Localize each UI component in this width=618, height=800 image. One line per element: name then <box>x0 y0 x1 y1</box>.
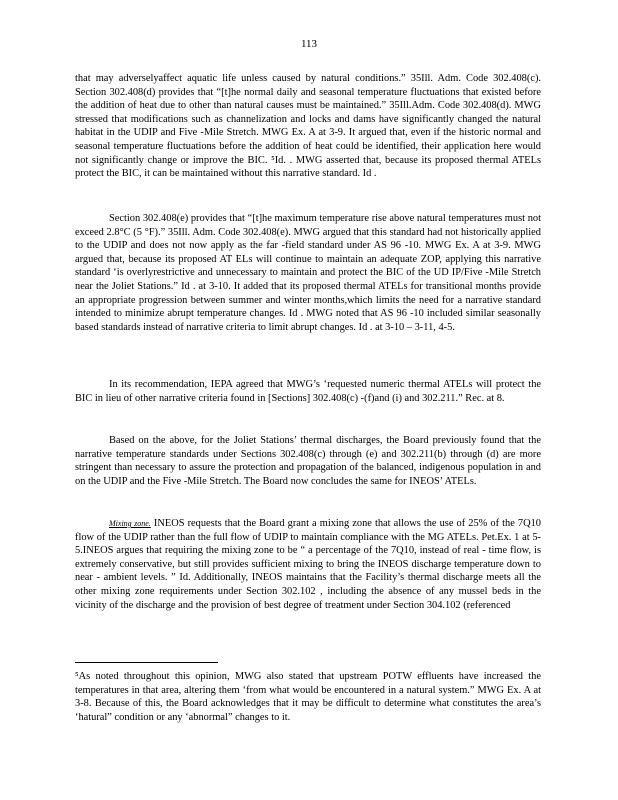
paragraph-maximum-temperature-rise: Section 302.408(e) provides that “[t]he maximum temperature rise above natural temperatures must not exceed 2.8°C (5 °F).” 35Ill. Adm. Code 302.408(e). MWG argued that this standard had not historically applied to the UDIP and does not now apply as the far -field standard under AS 96 -10. MWG Ex. A at 3-9. MWG argued that, because its proposed AT ELs will continue to maintain an adequate ZOP, applying this narrative standard ‘is overlyrestrictive and unnecessary to maintain and protect the BIC of the UD IP/Five -Mile Stretch near the Joliet Stations.” Id . at 3-10. It added that its proposed thermal ATELs for transitional months provide an appropriate progression between summer and winter months,which limits the need for a narrative standard intended to minimize abrupt temperature changes. Id . MWG noted that AS 96 -10 included similar seasonally based standards instead of narrative criteria to limit abrupt changes. Id . at 3-10 – 3-11, 4-5. <box>75 213 541 333</box>
page-number: 113 <box>300 38 318 50</box>
paragraph-board-conclusion: Based on the above, for the Joliet Stations’ thermal discharges, the Board previously found that the narrative temperature standards under Sections 302.408(c) through (e) and 302.211(b) through (d) are more stringent than necessary to assure the protection and propagation of the balanced, indigenous population in and on the UDIP and the Five -Mile Stretch. The Board now concludes the same for INEOS’ ATELs. <box>75 435 541 487</box>
footnote: ⁵As noted throughout this opinion, MWG also stated that upstream POTW effluents have increased the temperatures in that area, altering them ‘from what would be encountered in a natural system.” MWG Ex. A at 3-8. Because of this, the Board acknowledges that it may be difficult to determine what constitutes the area’s ‘hatural” condition or any ‘abnormal” changes to it. <box>75 671 541 723</box>
mixing-zone-text: INEOS requests that the Board grant a mixing zone that allows the use of 25% of the 7Q10 flow of the UDIP rather than the full flow of UDIP to maintain compliance with the MG ATELs. Pet.Ex. 1 at 5-5.INEOS argues that requiring the mixing zone to be “ a percentage of the 7Q10, instead of real - time flow, is extremely conservative, but still provides sufficient mixing to bring the INEOS discharge temperature down to near - ambient levels. ” Id. Additionally, INEOS maintains that the Facility’s thermal discharge meets all the other mixing zone requirements under Section 302.102 , including the absence of any mussel beds in the vicinity of the discharge and the provision of best degree of treatment under Section 304.102 (referenced <box>75 518 541 611</box>
paragraph-iepa-recommendation: In its recommendation, IEPA agreed that MWG’s ‘requested numeric thermal ATELs will protect the BIC in lieu of other narrative criteria found in [Sections] 302.408(c) -(f)and (i) and 302.211.” Rec. at 8. <box>75 379 541 404</box>
paragraph-mixing-zone <box>75 517 541 612</box>
mixing-zone-heading: Mixing zone. <box>109 519 151 528</box>
paragraph-narrative-standards: that may adverselyaffect aquatic life unless caused by natural conditions.” 35Ill. Adm. Code 302.408(c). Section 302.408(d) provides that “[t]he normal daily and seasonal temperature fluctuations that existed before the addition of heat due to other than natural causes must be maintained.” 35Ill.Adm. Code 302.408(d). MWG stressed that modifications such as channelization and locks and dams have significantly changed the natural habitat in the UDIP and Five -Mile Stretch. MWG Ex. A at 3-9. It argued that, even if the historic normal and seasonal temperature fluctuations before the addition of heat could be identified, their application here would not significantly change or improve the BIC. ⁵Id. . MWG asserted that, because its proposed thermal ATELs protect the BIC, it can be maintained without this narrative standard. Id . <box>75 73 541 180</box>
footnote-divider <box>75 662 218 663</box>
